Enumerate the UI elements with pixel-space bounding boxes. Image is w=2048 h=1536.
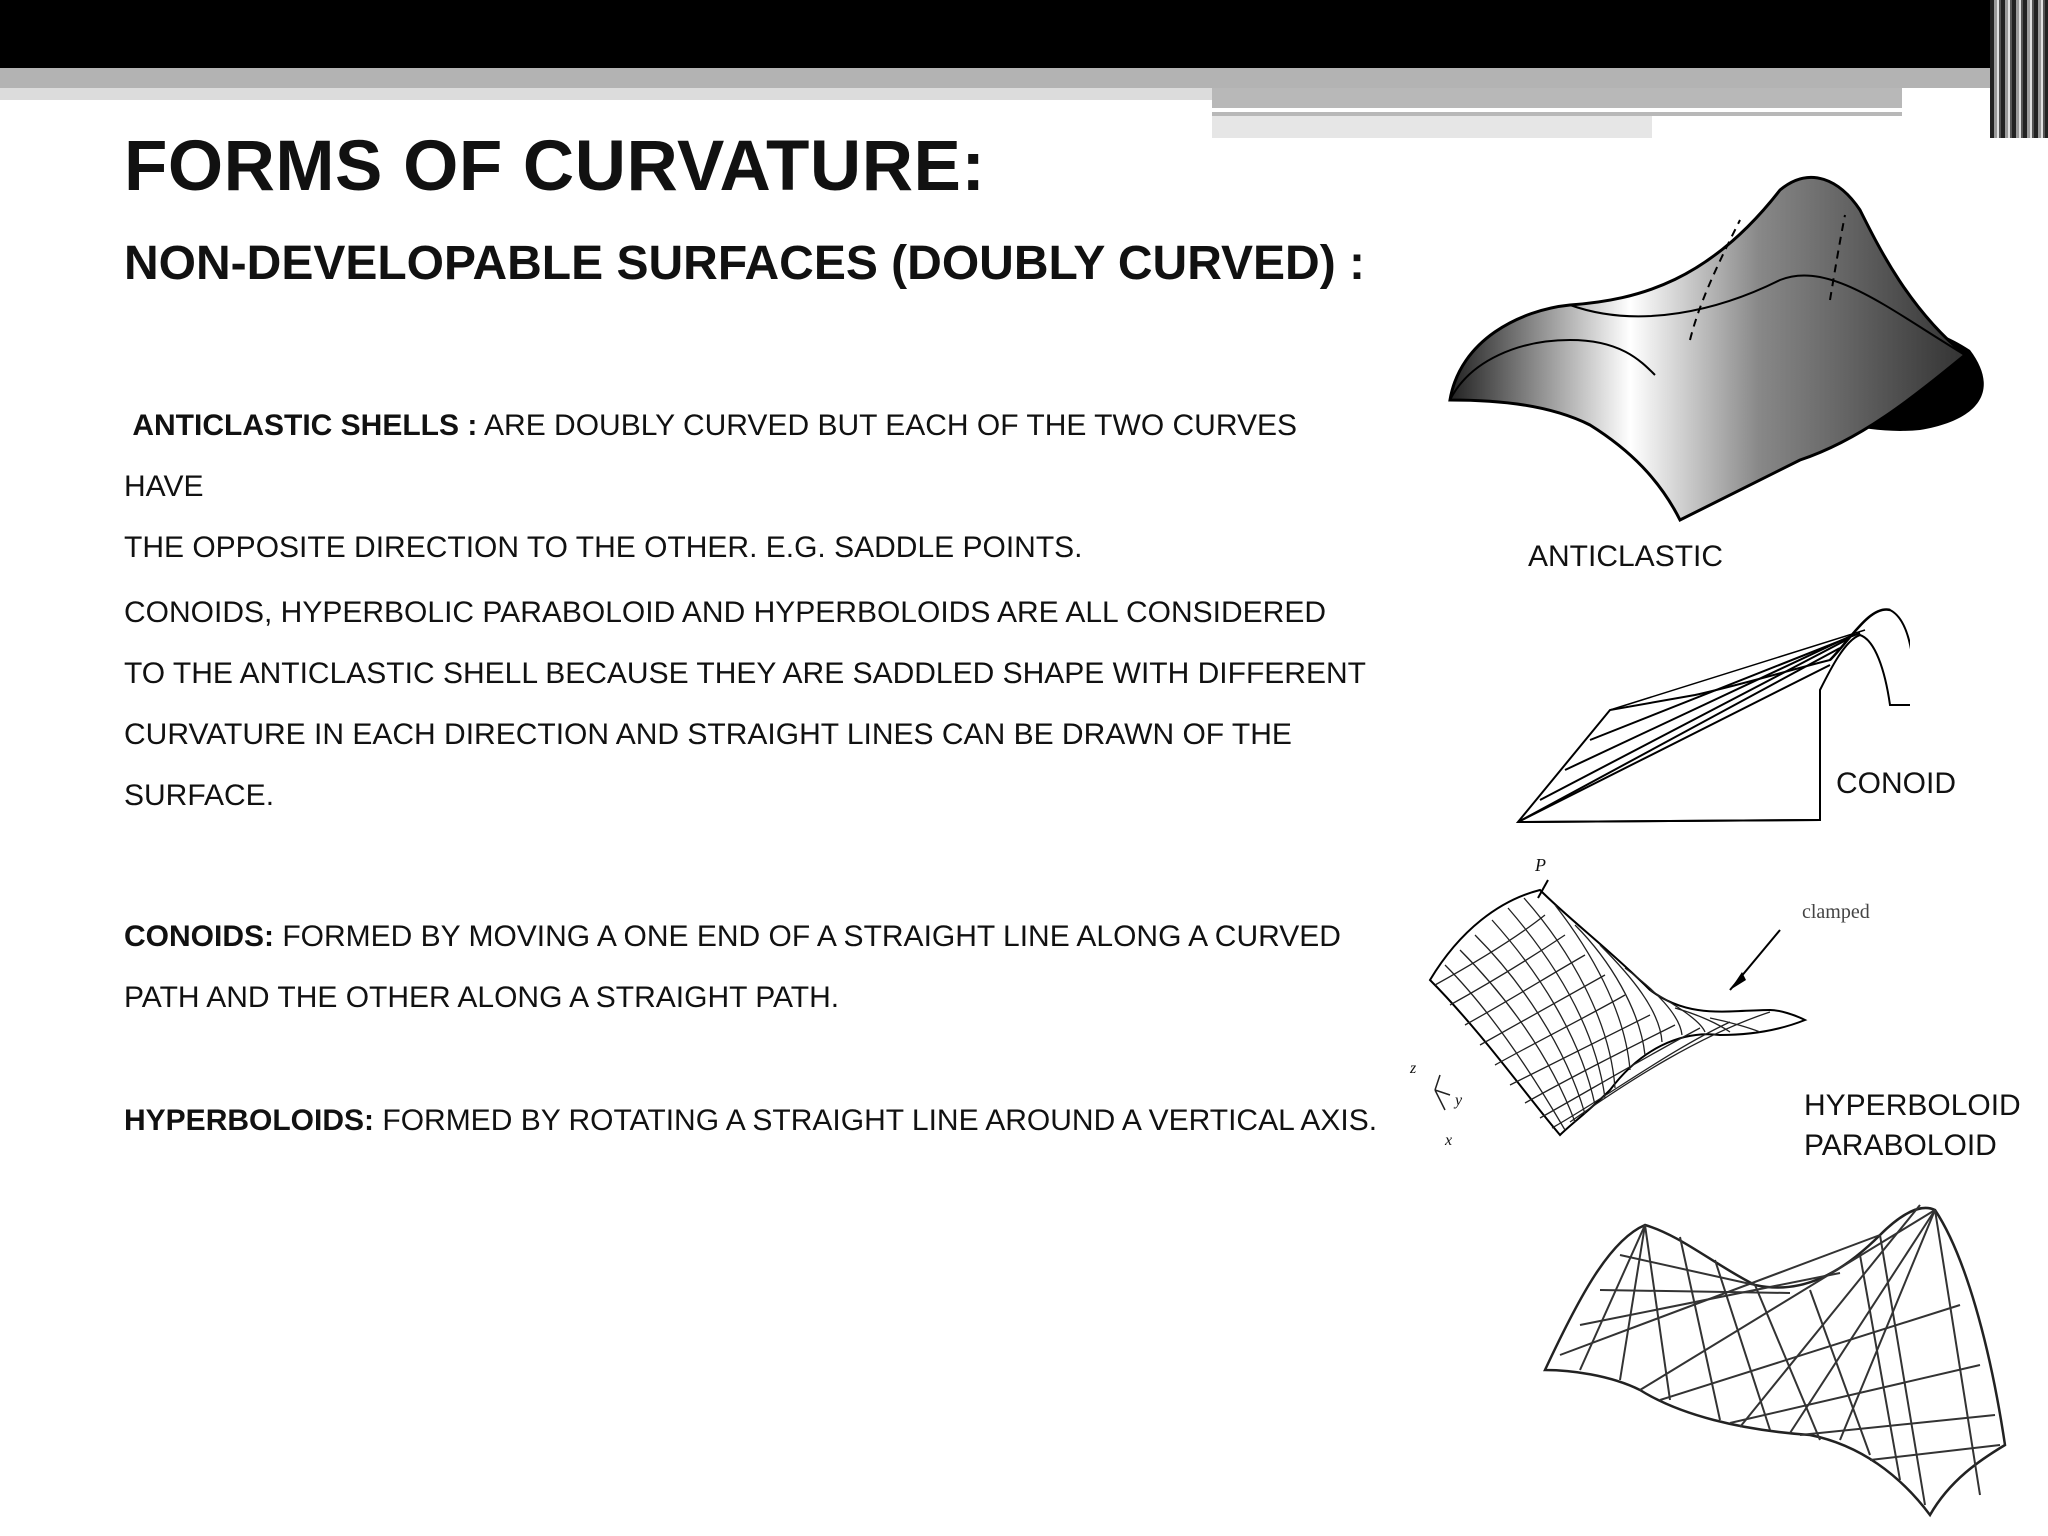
anticlastic-lead: ANTICLASTIC SHELLS : <box>132 409 478 442</box>
caption-conoid: CONOID <box>1836 767 1956 800</box>
axis-label-y: y <box>1455 1092 1463 1109</box>
anticlastic-paragraph <box>124 395 1384 578</box>
caption-hyperboloid-line2: PARABOLOID <box>1804 1129 1997 1162</box>
anticlastic-text-line1: ARE DOUBLY CURVED BUT EACH OF THE TWO CURVES HAVE <box>124 409 1297 503</box>
hyperboloids-paragraph <box>124 1090 1424 1151</box>
hyperboloid-paraboloid-figure <box>1540 1195 2030 1530</box>
header-band <box>1212 108 1902 112</box>
caption-anticlastic: ANTICLASTIC <box>1528 540 1724 573</box>
header-band <box>0 88 1212 100</box>
hyperboloids-lead: HYPERBOLOIDS: <box>124 1104 375 1137</box>
header-band <box>0 68 2048 88</box>
caption-hyperboloid-line1: HYPERBOLOID <box>1804 1089 2021 1122</box>
hyperboloids-text: FORMED BY ROTATING A STRAIGHT LINE AROUND A VERTICAL AXIS. <box>374 1104 1378 1137</box>
figure-label-clamped: clamped <box>1802 901 1870 923</box>
anticlastic-text-line2: THE OPPOSITE DIRECTION TO THE OTHER. E.G. SADDLE POINTS. <box>124 531 1083 564</box>
slide-subtitle: NON-DEVELOPABLE SURFACES (DOUBLY CURVED) : <box>124 237 1366 290</box>
hyperbolic-paraboloid-figure <box>1400 860 1860 1160</box>
axis-label-x: x <box>1445 1132 1453 1149</box>
anticlastic-shell-figure <box>1440 160 2000 530</box>
conoids-intro-paragraph: CONOIDS, HYPERBOLIC PARABOLOID AND HYPERBOLOIDS ARE ALL CONSIDERED TO THE ANTICLASTIC SHELL BECAUSE THEY ARE SADDLED SHAPE WITH DIFFERENT CURVATURE IN EACH DIRECTION AND STRAIGHT LINES CAN BE DRAWN OF THE SURFACE. <box>124 596 1366 812</box>
axis-label-z: z <box>1410 1060 1417 1077</box>
figure-label-p: P <box>1535 855 1546 875</box>
header-band <box>1212 116 1652 138</box>
conoids-text: FORMED BY MOVING A ONE END OF A STRAIGHT LINE ALONG A CURVED PATH AND THE OTHER ALONG A STRAIGHT PATH. <box>124 920 1341 1014</box>
conoids-paragraph <box>124 906 1364 1028</box>
slide-title: FORMS OF CURVATURE: <box>124 127 986 206</box>
conoids-lead: CONOIDS: <box>124 920 274 953</box>
top-bar <box>0 0 2048 68</box>
corner-stripes <box>1990 0 2048 138</box>
